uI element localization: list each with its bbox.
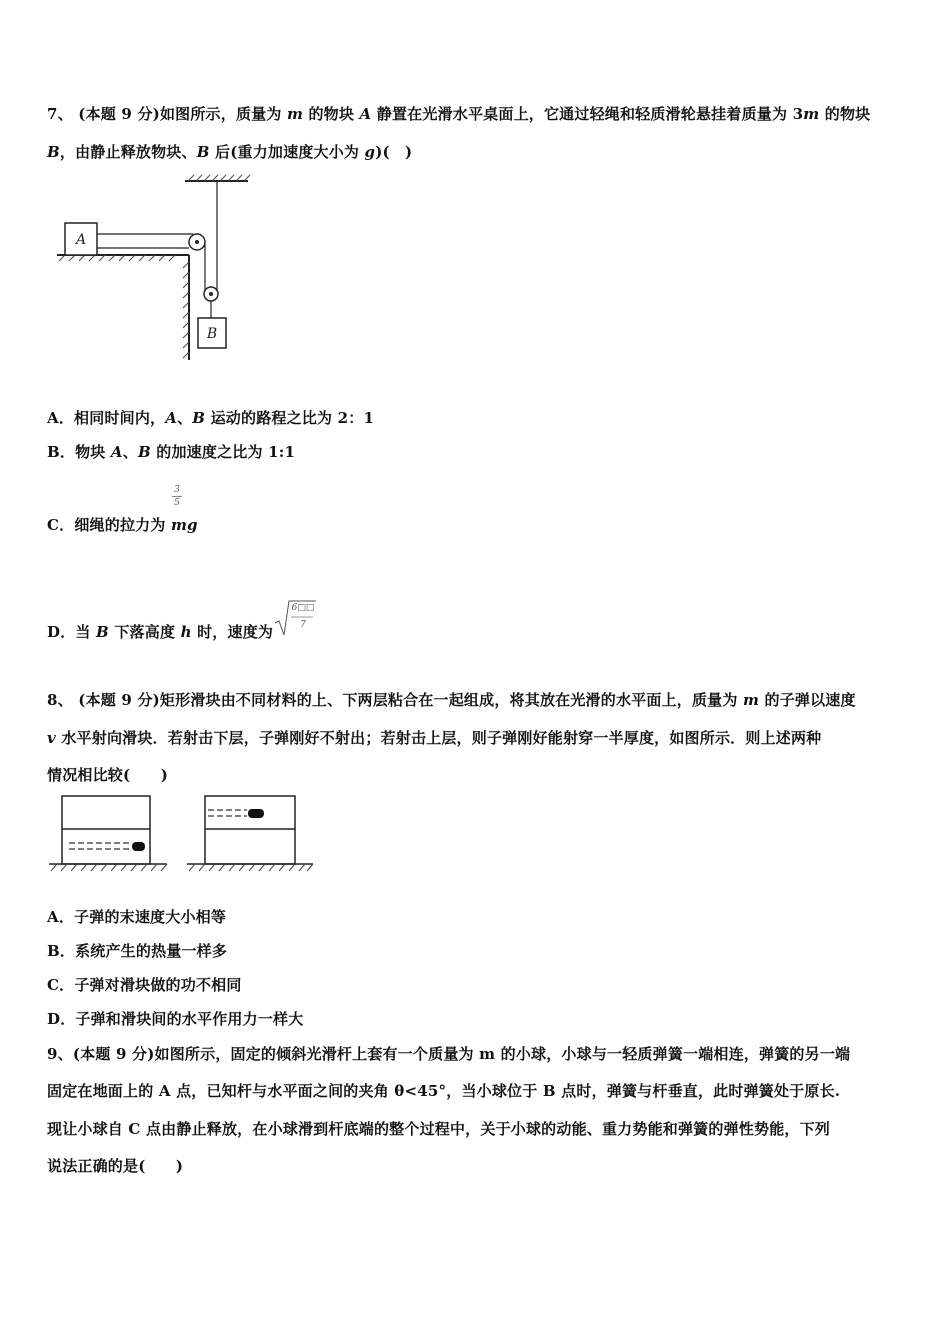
q8-stem-line1: 8、 (本题 9 分)矩形滑块由不同材料的上、下两层粘合在一起组成，将其放在光滑的水平面上，质量为 m 的子弹以速度 (47, 691, 856, 709)
q7-option-c-frac-num: 3 (174, 485, 180, 495)
q7-block-a-label: A (75, 232, 87, 248)
q8-stem-line2: v 水平射向滑块．若射击下层，子弹刚好不射出；若射击上层，则子弹刚好能射穿一半厚度，如图所示．则上述两种 (47, 729, 822, 747)
q7-block-b-label: B (206, 326, 218, 342)
q7-option-d-root-num: 6□□ (291, 603, 315, 613)
q9-stem-line3: 现让小球自 C 点由静止释放，在小球滑到杆底端的整个过程中，关于小球的动能、重力势能和弹簧的弹性势能，下列 (47, 1120, 830, 1138)
q8-option-c: C．子弹对滑块做的功不相同 (47, 976, 242, 994)
q7-option-c-fraction (172, 485, 182, 508)
q9-stem-line4: 说法正确的是( ) (47, 1157, 184, 1175)
q7-option-a: A．相同时间内，A、B 运动的路程之比为 2：1 (47, 409, 375, 427)
q8-block-figure (45, 792, 320, 874)
q7-option-b: B．物块 A、B 的加速度之比为 1:1 (47, 443, 296, 461)
q7-option-d: D．当 B 下落高度 h 时，速度为 (47, 623, 274, 641)
q8-option-d: D．子弹和滑块间的水平作用力一样大 (47, 1010, 304, 1028)
q9-stem-line1: 9、(本题 9 分)如图所示，固定的倾斜光滑杆上套有一个质量为 m 的小球，小球与一轻质弹簧一端相连，弹簧的另一端 (47, 1045, 851, 1063)
q7-option-c-frac-den: 5 (174, 498, 180, 508)
q7-stem-line2: B，由静止释放物块、B 后(重力加速度大小为 g)( ) (47, 143, 413, 161)
q9-stem-line2: 固定在地面上的 A 点，已知杆与水平面之间的夹角 θ<45°，当小球位于 B 点时，弹簧与杆垂直，此时弹簧处于原长. (47, 1082, 841, 1100)
q8-option-a: A．子弹的末速度大小相等 (47, 908, 227, 926)
q7-pulley-figure (55, 172, 265, 367)
q7-option-c: C．细绳的拉力为 mg (47, 516, 198, 534)
q7-option-d-root-den: 7 (300, 620, 306, 630)
q7-stem-line1: 7、 (本题 9 分)如图所示，质量为 m 的物块 A 静置在光滑水平桌面上，它通过轻绳和轻质滑轮悬挂着质量为 3m 的物块 (47, 105, 871, 123)
q7-number: 7、 (47, 105, 73, 123)
q8-stem-line3: 情况相比较( ) (47, 766, 168, 784)
q8-option-b: B．系统产生的热量一样多 (47, 942, 228, 960)
